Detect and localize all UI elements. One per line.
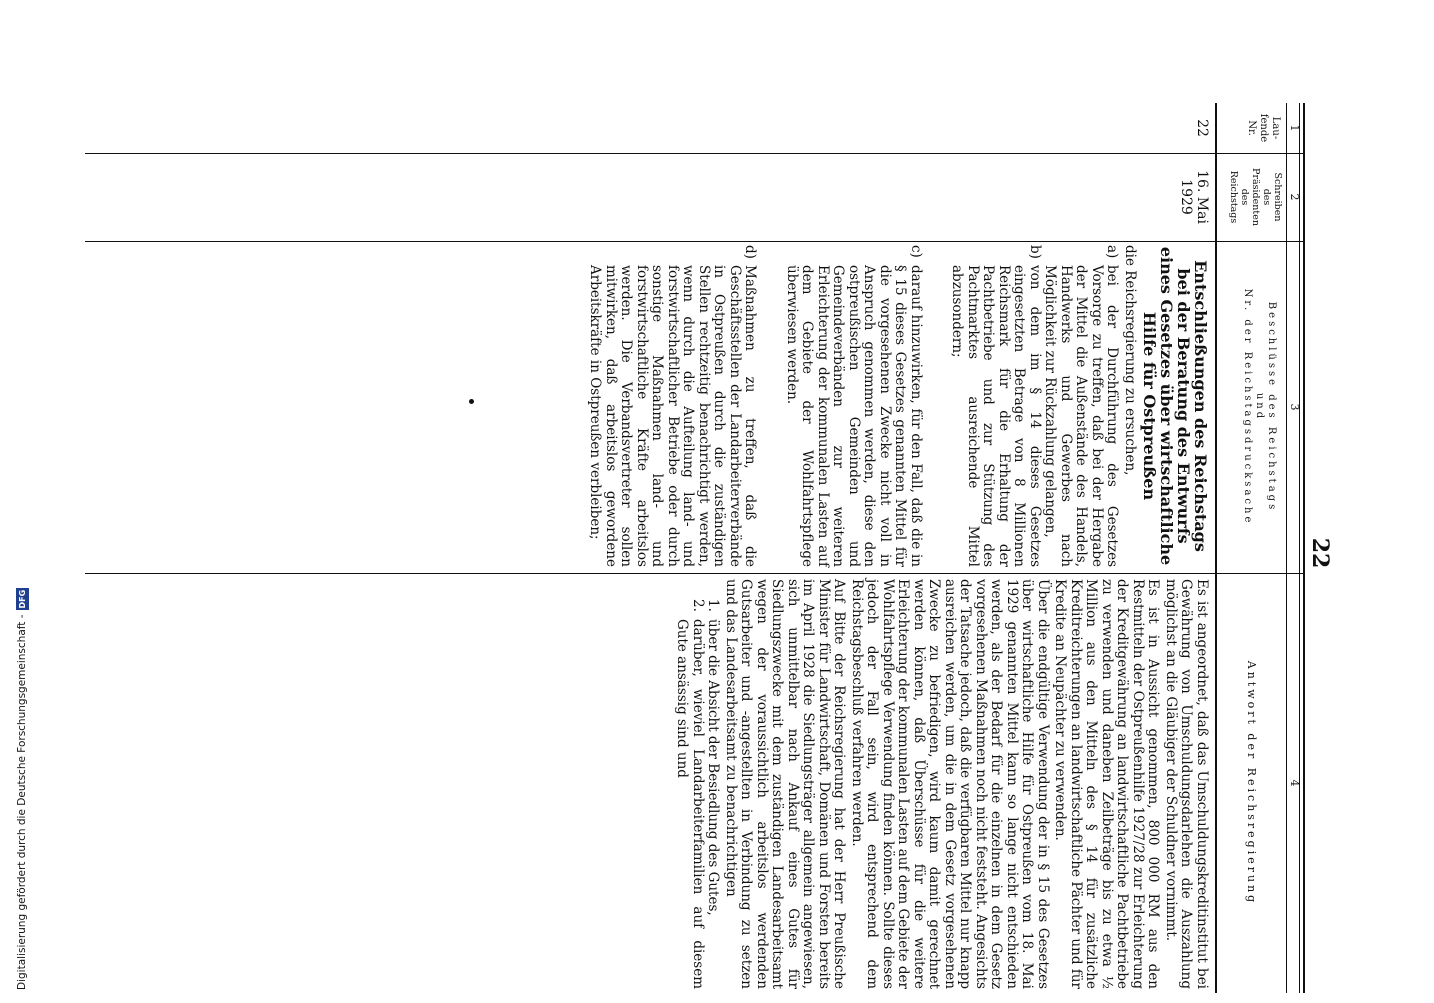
col-divider-2 <box>85 241 1305 242</box>
header-government-answer: Antwort der Reichsregierung <box>1245 660 1258 906</box>
column-number-4: 4 <box>1288 779 1301 787</box>
resolution-item-a <box>1042 245 1120 567</box>
column-number-1: 1 <box>1288 124 1301 132</box>
answer-list-item-1 <box>705 599 721 989</box>
item-text: darüber, wieviel Landarbeiterfamilien auf diesem Gute ansässig sind und <box>674 619 706 989</box>
item-text: von dem im § 14 dieses Gesetzes eingesetzten Betrage von 8 Millionen Reichsmark für die Erhaltung der Pachtbetriebe und zur Stützung des Pachtmarktes ausreichende Mittel abzusondern; <box>949 265 1043 567</box>
colnum-rule <box>1286 103 1287 993</box>
item-label: b) <box>1027 245 1043 259</box>
answer-list-item-2 <box>674 599 705 989</box>
item-label: 1. <box>705 599 722 612</box>
answer-paragraph-3: Über die endgültige Verwendung der in § 15 des Gesetzes über wirtschaftliche Hilfe für Ostpreußen vom 18. Mai 1929 genannten Mittel kann so lange nicht entschieden werden, als der Bedarf für die einzelnen in dem Gesetz vorgesehenen Maßnahmen noch nicht feststeht. Angesichts der Tatsache jedoch, daß die verfügbaren Mittel nur knapp ausreichen werden, um die in dem Gesetz vorgesehenen Zwecke zu befriedigen, wird kaum damit gerechnet werden können, daß Überschüsse für die weitere Erleichterung der kommunalen Lasten auf dem Gebiete der Wohlfahrtspflege Verwendung finden können. Sollte dieses jedoch der Fall sein, wird entsprechend dem Reichstagsbeschluß verfahren werden. <box>849 579 1051 990</box>
header-resolutions-line2: und <box>1254 392 1265 422</box>
footer-text: Digitalisierung gefördert durch die Deutsche Forschungsgemeinschaft - <box>16 614 28 990</box>
item-label: a) <box>1104 245 1121 259</box>
header-resolutions-line1: Beschlüsse des Reichstags <box>1266 301 1277 513</box>
resolutions-cell <box>587 245 1209 567</box>
header-running-number: Lau- fende Nr. <box>1246 113 1281 143</box>
item-text: darauf hinzuwirken, für den Fall, daß die in § 15 dieses Gesetzes genannten Mittel für die vorgesehenen Zwecke nicht voll in Anspruch genommen werden, diese den ostpreußischen Gemeinden und Gemeindeverbänden zur weiteren Erleichterung der kommunalen Lasten auf dem Gebiete der Wohlfahrtspflege überwiesen werden. <box>784 265 924 567</box>
answer-cell <box>674 579 1209 989</box>
column-number-2: 2 <box>1288 193 1301 201</box>
item-label: c) <box>908 245 924 258</box>
item-text: bei der Durchführung des Gesetzes Vorsorge zu treffen, daß bei der Hergabe der Mittel die Außenstände des Handels, Handwerks und Gewerbes nach Möglichkeit zur Rückzahlung gelangen, <box>1042 265 1121 567</box>
answer-paragraph-1: Es ist angeordnet, daß das Umschuldungskreditinstitut bei Gewährung von Umschuldungsdarlehen die Auszahlung möglichst an die Gläubiger der Schuldner vornimmt. <box>1163 579 1210 989</box>
letter-date-day: 16. Mai <box>1194 170 1210 224</box>
resolution-item-b <box>949 245 1042 567</box>
answer-paragraph-2: Es ist in Aussicht genommen, 800 000 RM aus den Restmitteln der Ostpreußenhilfe 1927/28 zur Erleichterung der Kreditgewährung an landwirtschaftliche Pachtbetriebe zu verwenden und daneben Zeilbeträge bis zu etwa ½ Million aus den Mitteln des § 14 für zusätzliche Kreditreichterungen an landwirtschaftliche Pächter und für Kredite an Neupächter zu verwenden. <box>1052 579 1162 989</box>
header-resolutions-line3: Nr. der Reichstagsdrucksache <box>1242 288 1253 526</box>
page-number: 22 <box>1307 537 1333 569</box>
column-number-3: 3 <box>1288 403 1301 411</box>
dfg-logo: DFG <box>17 589 27 609</box>
resolution-title: Entschließungen des Reichstags bei der Beratung des Entwurfs eines Gesetzes über wirtschaftliche Hilfe für Ostpreußen <box>1140 246 1210 566</box>
item-text: über die Absicht der Besiedlung des Gutes, <box>705 619 722 916</box>
header-letter-date: Schreiben des Präsidenten des Reichstags <box>1228 168 1283 226</box>
header-resolutions <box>1241 241 1277 573</box>
item-label: 2. <box>690 599 706 612</box>
resolution-item-c <box>784 245 924 567</box>
col-divider-3 <box>85 573 1305 574</box>
resolution-intro: die Reichsregierung zu ersuchen, <box>1122 245 1138 476</box>
resolution-item-d <box>587 245 758 567</box>
item-text: Maßnahmen zu treffen, daß die Geschäftsstellen der Landarbeiterverbände in Ostpreußen durch die zuständigen Stellen rechtzeitig benachrichtigt werden, wenn durch die Aufteilung land- und forstwirtschaftlicher Betriebe oder durch sonstige Maßnahmen land- und forstwirtschaftliche Kräfte arbeitslos werden. Die Verbandsvertreter sollen mitwirken, daß arbeitslos gewordene Arbeitskräfte in Ostpreußen verbleiben; <box>587 265 759 567</box>
header-rule <box>1215 103 1217 993</box>
item-label: d) <box>742 245 759 259</box>
letter-date <box>1178 153 1209 241</box>
letter-date-year: 1929 <box>1178 179 1195 215</box>
top-rule <box>1303 103 1305 993</box>
col-divider-1 <box>85 153 1305 154</box>
row-number: 22 <box>1194 119 1210 137</box>
ink-dot <box>469 399 474 404</box>
answer-paragraph-4: Auf Bitte der Reichsregierung hat der Herr Preußische Minister für Landwirtschaft, Domänen und Forsten bereits im April 1928 die Siedlungsträger allgemein angewiesen, sich unmittelbar nach Ankauf eines Gutes für Siedlungszwecke mit dem zuständigen Landesarbeitsamt wegen der voraussichtlich arbeitslos werdenden Gutsarbeiter und -angestellten in Verbindung zu setzen und das Landesarbeitsamt zu benachrichtigen <box>723 579 848 989</box>
rotated-document-page <box>5 103 1333 1003</box>
digitization-footer <box>14 589 30 990</box>
